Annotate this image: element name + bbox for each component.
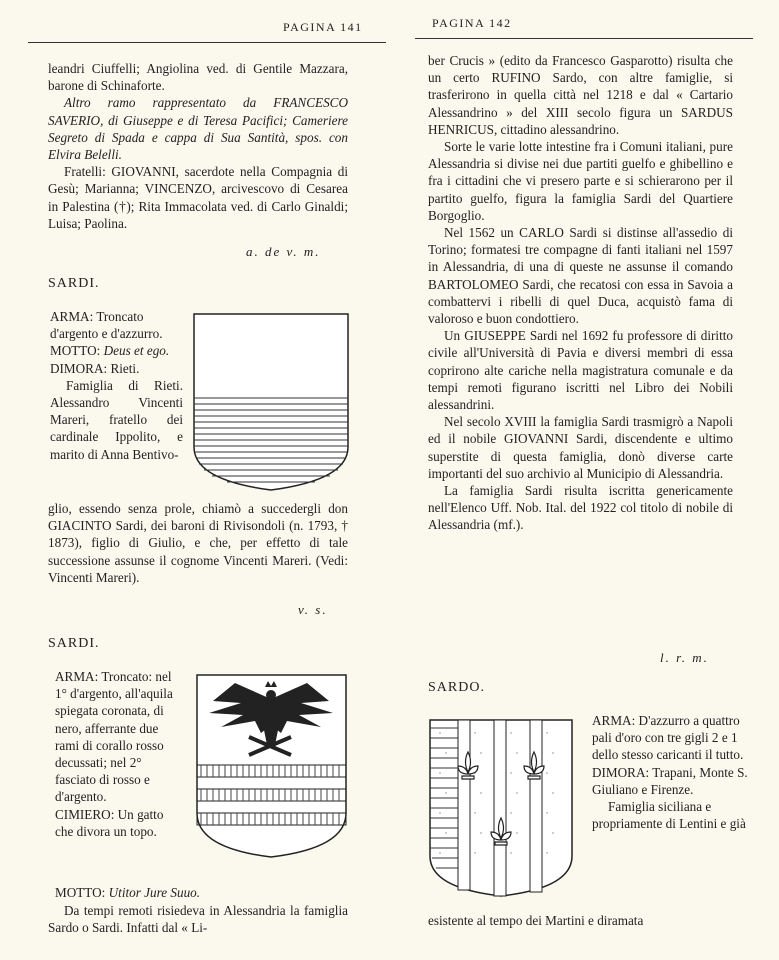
paragraph: Un GIUSEPPE Sardi nel 1692 fu professore di diritto civile all'Università di Pavia e diversi membri di essa coprirono alte cariche nella magistratura comunale e da tempi remoti figurano iscritti nel Libro dei Nobili alessandrini. [428, 328, 733, 413]
label-dimora: DIMORA [592, 764, 646, 780]
label-dimora: DIMORA [50, 360, 104, 376]
coat-of-arms-sardi-rieti [192, 312, 350, 492]
column-left-sardi1-text [48, 500, 348, 586]
entry-title: SARDO. [428, 680, 485, 695]
paragraph: Altro ramo rappresentato da FRANCESCO SAVERIO, di Giuseppe e di Teresa Pacifici; Cameriere Segreto di Spada e cappa di Sua Santità, spos. con Elvira Belelli. [48, 95, 348, 163]
column-left-sardi2-text [48, 902, 348, 936]
dimora-text: Rieti. [110, 360, 140, 376]
paragraph: Famiglia siciliana e propriamente di Lentini e già [592, 799, 746, 832]
page-number-left: PAGINA 141 [283, 20, 363, 34]
motto-line: MOTTO: Utitor Jure Suuo. [55, 885, 201, 900]
dimora-text: Trapani, Monte S. Giuliano e Firenze. [592, 764, 748, 797]
paragraph: Famiglia di Rieti. Alessandro Vincenti Mareri, fratello dei cardinale Ippolito, e marito di Anna Bentivo- [50, 377, 183, 462]
motto-text: Deus et ego. [103, 343, 170, 359]
header-rule-right [415, 38, 753, 39]
arma-text: Troncato d'argento e d'azzurro. [50, 309, 163, 342]
label-motto: MOTTO [55, 885, 102, 900]
paragraph: La famiglia Sardi risulta iscritta genericamente nell'Elenco Uff. Nob. Ital. del 1922 col titolo di nobile di Alessandria (mf.). [428, 483, 733, 533]
arma-text: D'azzurro a quattro pali d'oro con tre gigli 2 e 1 dello stesso caricanti il tutto. [592, 713, 744, 763]
column-right-sardo-text [428, 912, 758, 929]
paragraph: ber Crucis » (edito da Francesco Gasparotto) risulta che un certo RUFINO Sardo, con altre famiglie, si trasferirono in quella città nel 1218 e dal « Cartario Alessandrino » del XIII secolo figura un SARDUS HENRICUS, cittadino alessandrino. [428, 53, 733, 137]
label-arma: ARMA [55, 669, 95, 684]
author-initials: v. s. [298, 602, 328, 617]
paragraph: Da tempi remoti risiedeva in Alessandria la famiglia Sardo o Sardi. Infatti dal « Li- [48, 903, 348, 936]
entry-sardi-alessandria-blazon: ARMA: Troncato: nel 1° d'argento, all'aquila spiegata coronata, di nero, afferrante due rami di corallo rosso decussati; nel 2° fasciato di rosso e d'argento. CIMIERO: Un gatto che divora un topo. [55, 669, 173, 839]
column-left-top [48, 60, 348, 232]
paragraph: glio, essendo senza prole, chiamò a succedergli don GIACINTO Sardi, dei baroni di Rivisondoli (n. 1793, † 1873), figlio di Giulio, e che, per effetto di tale successione assunse il cognome Vincenti Mareri. (Vedi: Vincenti Mareri). [48, 501, 348, 585]
paragraph: Nel 1562 un CARLO Sardi si distinse all'assedio di Torino; formatesi tre compagne di fanti italiani nel 1597 in Alessandria, di una di queste ne assunse il comando BARTOLOMEO Sardi, che recatosi con essa in Savoia a combattervi i ribelli di quel Duca, acquistò fama di valoroso e buon condottiero. [428, 225, 733, 327]
label-arma: ARMA [592, 713, 632, 728]
paragraph: leandri Ciuffelli; Angiolina ved. di Gentile Mazzara, barone di Schinaforte. [48, 61, 348, 94]
author-initials: l. r. m. [660, 650, 709, 665]
page-number-right: PAGINA 142 [432, 16, 512, 30]
label-arma: ARMA [50, 309, 90, 324]
header-rule-left [28, 42, 386, 43]
entry-sardi-rieti-blazon: ARMA: Troncato d'argento e d'azzurro. MOTTO: Deus et ego. DIMORA: Rieti. Famiglia di Rieti. Alessandro Vincenti Mareri, fratello dei cardinale Ippolito, e marito di Anna Bentivo- [50, 309, 183, 462]
entry-title: SARDI. [48, 276, 100, 291]
entry-title: SARDI. [48, 636, 100, 651]
paragraph: Nel secolo XVIII la famiglia Sardi trasmigrò a Napoli ed il nobile GIOVANNI Sardi, discendente e ultimo superstite di questa famiglia, donò diverse carte importanti del suo archivio al Municipio di Alessandria. [428, 414, 733, 481]
author-initials: a. de v. m. [246, 244, 321, 259]
paragraph: esistente al tempo dei Martini e diramata [428, 913, 644, 928]
label-cimiero: CIMIERO [55, 806, 111, 822]
coat-of-arms-sardo [428, 718, 574, 898]
label-motto: MOTTO [50, 343, 97, 359]
column-right-top [428, 52, 733, 534]
cimiero-text: Un gatto che divora un topo. [55, 806, 164, 839]
paragraph: Sorte le varie lotte intestine fra i Comuni italiani, pure Alessandria si divise nei due partiti guelfo e ghibellino e fra i cittadini che vi presero parte e si schierarono per il partito guelfo, figura la famiglia Sardi del Quartiere Borgoglio. [428, 139, 733, 223]
motto-text: Utitor Jure Suuo. [108, 885, 201, 900]
entry-sardo-blazon: ARMA: D'azzurro a quattro pali d'oro con tre gigli 2 e 1 dello stesso caricanti il tutto. DIMORA: Trapani, Monte S. Giuliano e Firenze. Famiglia siciliana e propriamente di Lentini e già [592, 712, 758, 832]
coat-of-arms-sardi-alessandria [195, 673, 348, 859]
paragraph: Fratelli: GIOVANNI, sacerdote nella Compagnia di Gesù; Marianna; VINCENZO, arcivescovo di Cesarea in Palestina (†); Rita Immacolata ved. di Carlo Ginaldi; Luisa; Paolina. [48, 164, 348, 231]
arma-text: Troncato: nel 1° d'argento, all'aquila spiegata coronata, di nero, afferrante due rami di corallo rosso decussati; nel 2° fasciato di rosso e d'argento. [55, 669, 173, 805]
